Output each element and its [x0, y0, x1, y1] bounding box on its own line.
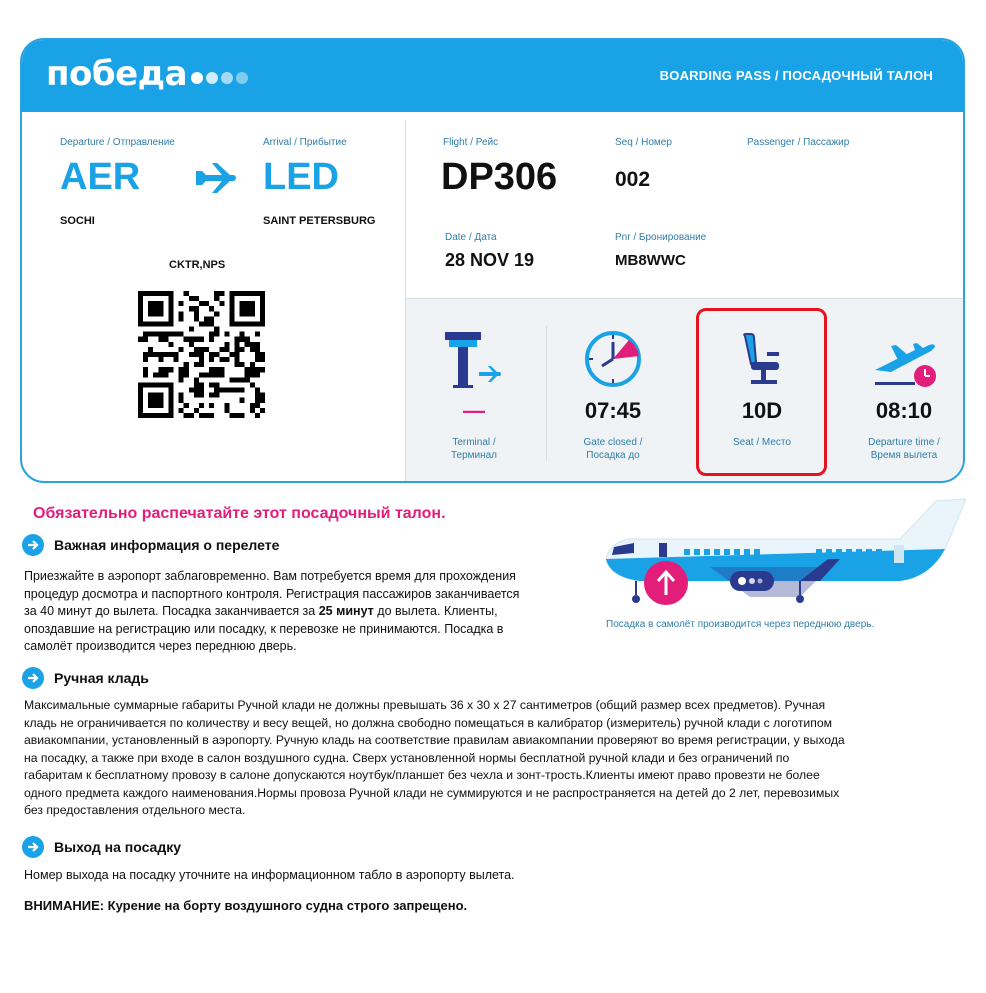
- pnr-code: MB8WWC: [615, 252, 686, 269]
- arrival-code: LED: [263, 156, 339, 198]
- arrival-city: SAINT PETERSBURG: [263, 215, 376, 227]
- section-heading-flight-info: Важная информация о перелете: [22, 534, 279, 556]
- qr-code: [138, 291, 265, 418]
- passenger-label: Passenger / Пассажир: [747, 137, 850, 148]
- arrow-right-icon: [22, 667, 44, 689]
- boarding-gate-text: Номер выхода на посадку уточните на информационном табло в аэропорту вылета.: [24, 868, 515, 882]
- pass-header: [22, 40, 963, 112]
- gate-closed-caption: Gate closed / Посадка до: [583, 437, 643, 461]
- clock-icon: [582, 328, 644, 390]
- departure-time: 08:10: [875, 398, 933, 423]
- flight-label: Flight / Рейс: [443, 137, 499, 148]
- date-label: Date / Дата: [445, 232, 497, 243]
- seat-number: 10D: [741, 398, 783, 423]
- smoking-warning: ВНИМАНИЕ: Курение на борту воздушного судна строго запрещено.: [24, 898, 468, 913]
- departure-label: Departure / Отправление: [60, 137, 175, 148]
- flight-number: DP306: [441, 156, 558, 198]
- takeoff-icon: [869, 332, 939, 390]
- gate-closed-cell: [548, 310, 678, 462]
- boarding-caption: Посадка в самолёт производится через переднюю дверь.: [606, 619, 875, 630]
- seq-label: Seq / Номер: [615, 137, 672, 148]
- section-heading-hand-luggage: Ручная кладь: [22, 667, 149, 689]
- airplane-boarding-illustration: [600, 497, 966, 617]
- gate-closed-time: 07:45: [584, 398, 642, 423]
- departure-time-cell: [839, 310, 965, 462]
- departure-code: AER: [60, 156, 141, 198]
- departure-time-caption: Departure time / Время вылета: [868, 437, 940, 461]
- print-warning: Обязательно распечатайте этот посадочный талон.: [33, 505, 446, 522]
- pnr-label: Pnr / Бронирование: [615, 232, 707, 243]
- seat-highlight-box: [696, 308, 827, 476]
- pobeda-logo: победа: [46, 54, 248, 94]
- terminal-icon: [439, 330, 509, 390]
- arrival-label: Arrival / Прибытие: [263, 137, 347, 148]
- boarding-pass: [20, 38, 965, 483]
- section-heading-boarding-gate: Выход на посадку: [22, 836, 181, 858]
- flight-info-text: Приезжайте в аэропорт заблаговременно. Вам потребуется время для прохождения процедур досмотра и паспортного контроля. Регистрация пассажиров заканчивается за 40 минут до вылета. Посадка заканчивается за 25 минут до вылета. Клиенты, опоздавшие на регистрацию или посадку, к перевозке не принимаются. Посадка в самолёт производится через переднюю дверь.: [24, 569, 520, 653]
- departure-city: SOCHI: [60, 215, 95, 227]
- ssr-codes: CKTR,NPS: [169, 259, 226, 271]
- hand-luggage-text: Максимальные суммарные габариты Ручной клади не должны превышать 36 х 30 х 27 сантиметров (общий размер всех предметов). Ручная кладь не ограничивается по количеству и весу вещей, но должна свободно помещаться в калибратор (измеритель) ручной клади с логотипом авиакомпании, установленный в аэропорту. Ручную кладь на соответствие правилам авиакомпании проверяют во время регистрации, у выхода на посадку, а также при входе в салон воздушного судна. Сверх установленной нормы бесплатной ручной клади и без ограничений по габаритам к бесплатному провозу в салоне допускаются ноутбук/планшет без чехла и зонт-трость.Клиенты имеют право провезти не более одного предмета каждого наименования.Нормы провоза Ручной клади не суммируются и не распространяется на детей до 2 лет, перевозимых без предоставления отдельного места.: [24, 698, 845, 817]
- seat-caption: Seat / Место: [733, 437, 791, 448]
- plane-icon: [194, 161, 238, 195]
- logo-dots-icon: [191, 72, 248, 84]
- flight-date: 28 NOV 19: [445, 250, 535, 270]
- arrow-right-icon: [22, 836, 44, 858]
- terminal-caption: Terminal / Терминал: [450, 437, 498, 461]
- boarding-pass-title: BOARDING PASS / ПОСАДОЧНЫЙ ТАЛОН: [659, 68, 933, 83]
- arrow-right-icon: [22, 534, 44, 556]
- seq-number: 002: [615, 168, 651, 191]
- terminal-cell: [409, 310, 539, 462]
- terminal-value: —: [463, 398, 485, 423]
- column-divider: [546, 326, 547, 461]
